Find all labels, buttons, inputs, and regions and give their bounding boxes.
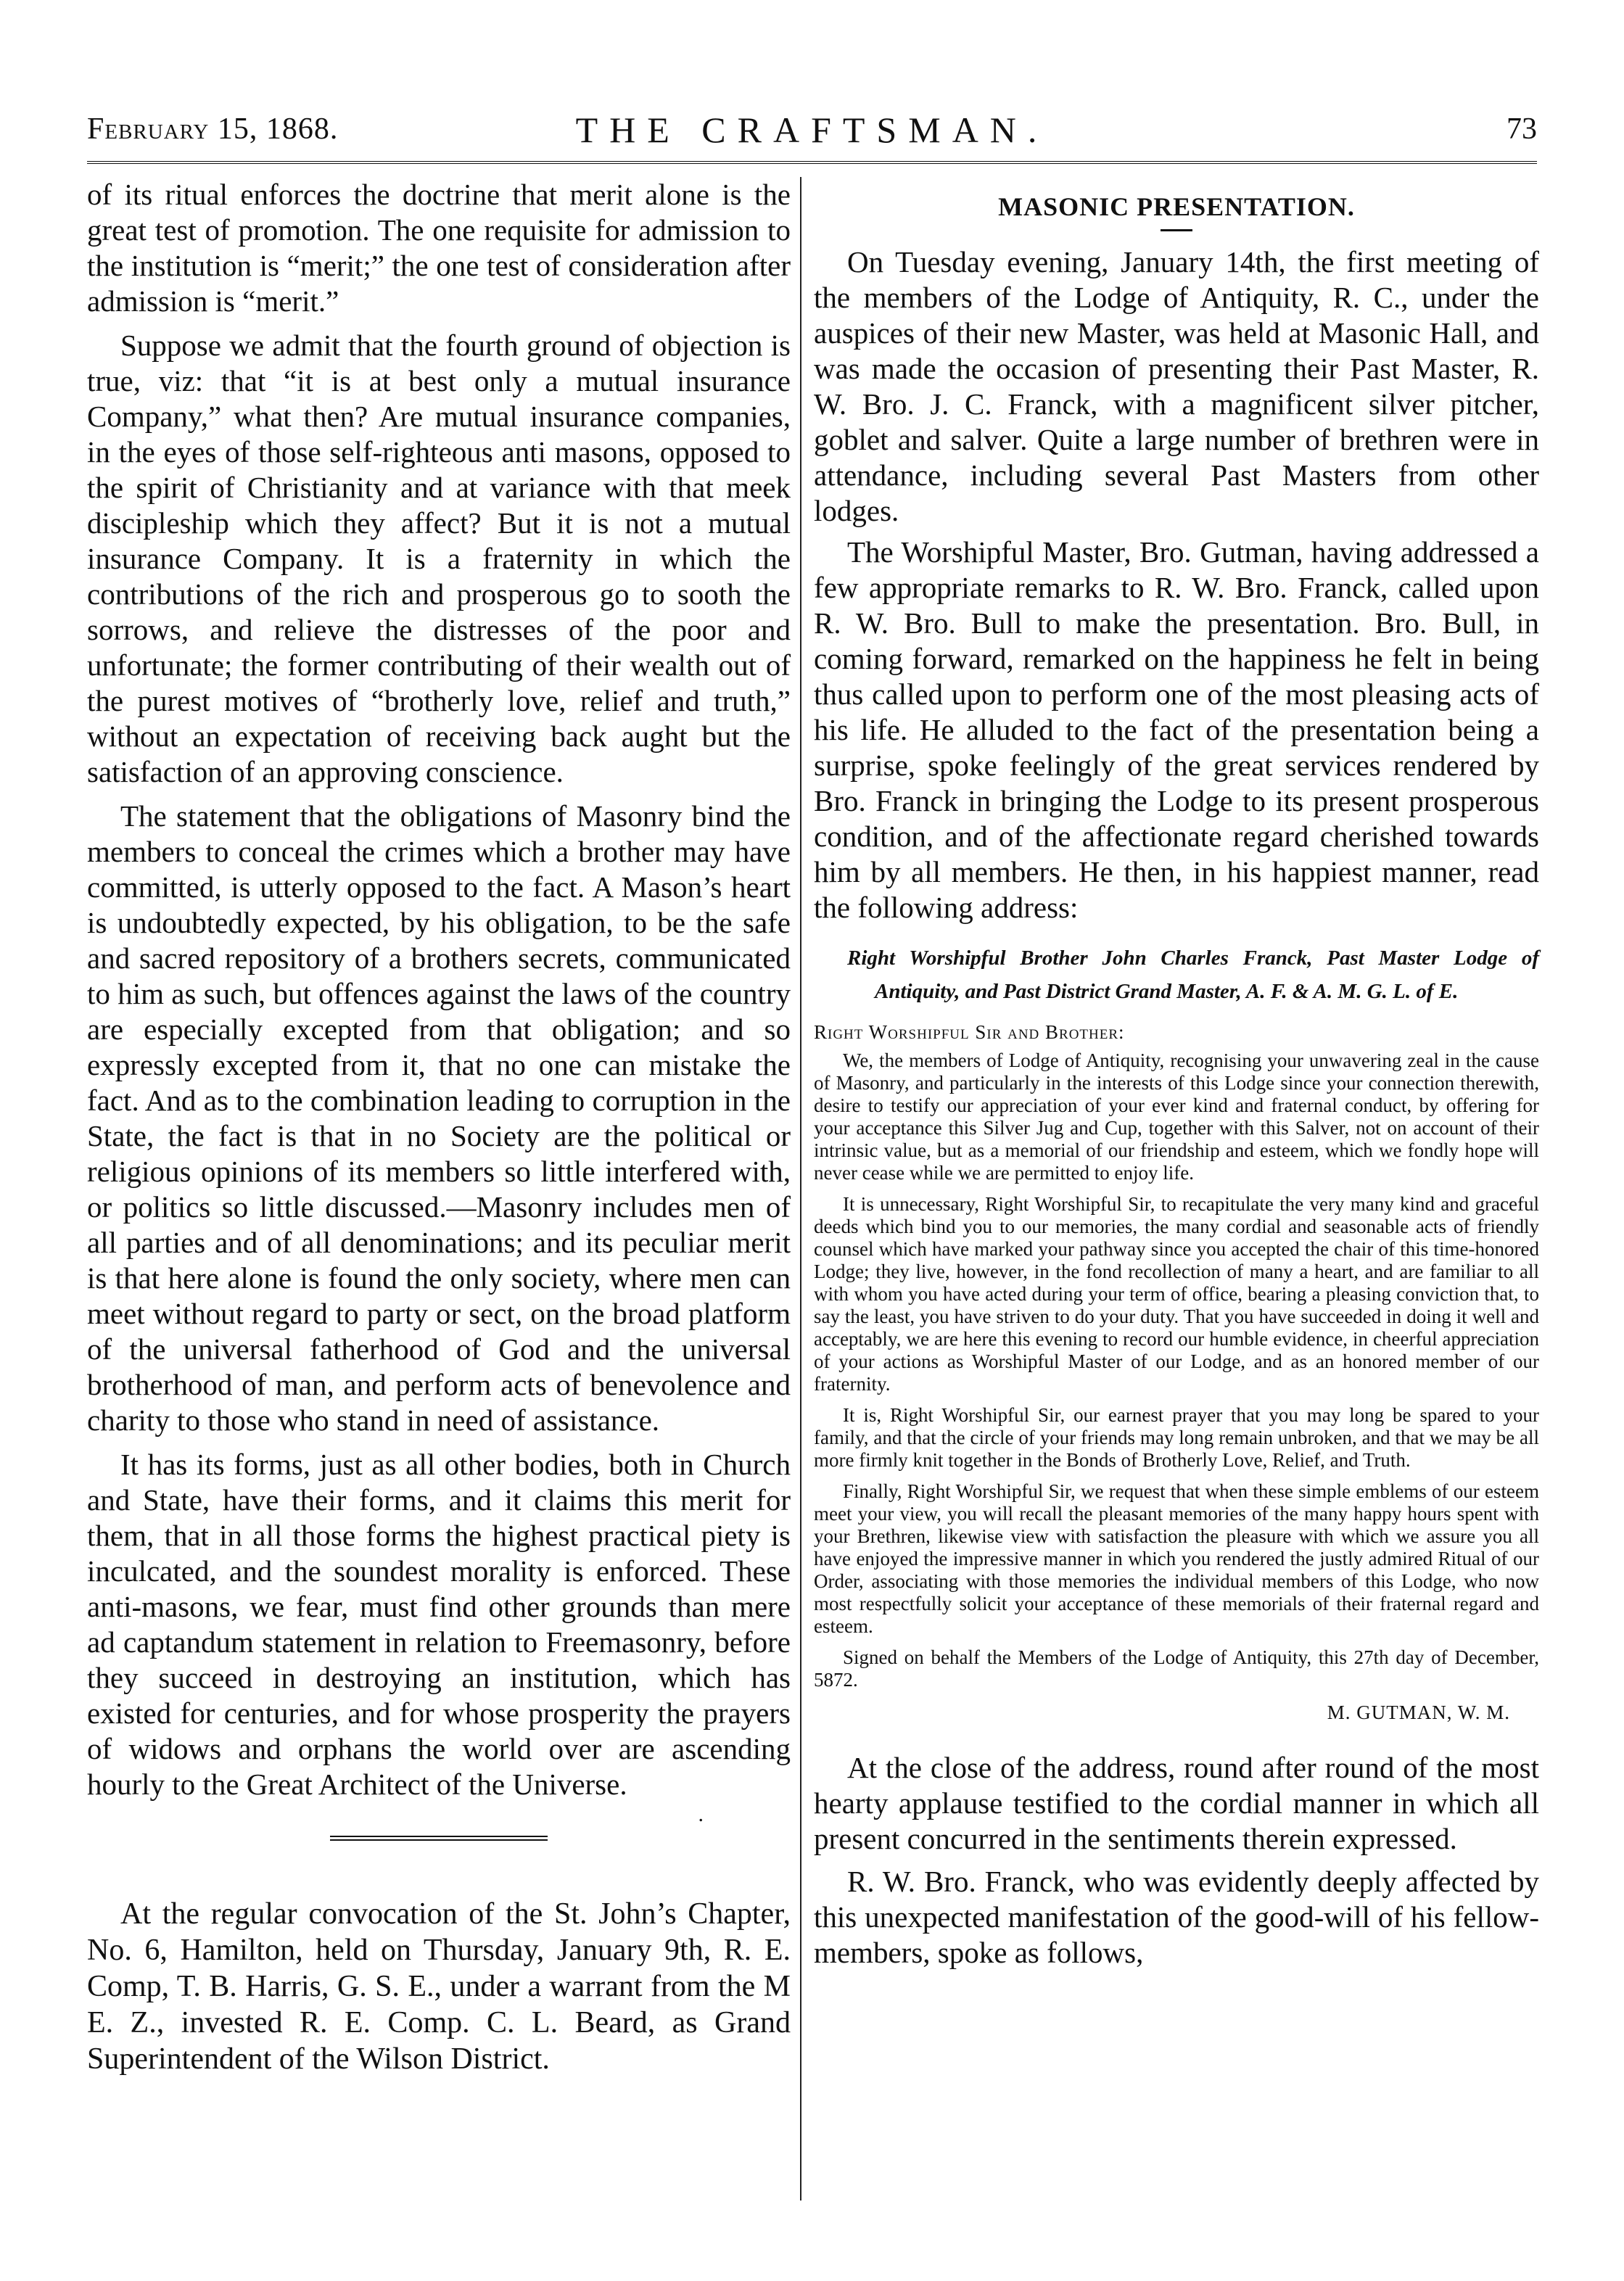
address-paragraph: Finally, Right Worshipful Sir, we request that when these simple emblems of our esteem meet your view, you will recall the pleasant memories of the many happy hours spent with your Brethren, likewise view with satisfaction the pleasure with which we assure you all have enjoyed the impressive manner in which you rendered the justly admired Ritual of our Order, associating with those memories the individual members of this Lodge, who now most respectfully solicit your acceptance of these memorials of their fraternal regard and esteem. bbox=[814, 1480, 1539, 1637]
heading-dash bbox=[1161, 229, 1192, 231]
end-mark: . bbox=[698, 1802, 704, 1826]
header-rule bbox=[87, 161, 1537, 164]
chapter-notice bbox=[87, 1896, 791, 2077]
article-paragraph: of its ritual enforces the doctrine that merit alone is the great test of promotion. The one requisite for admission to the institution is “merit;” the one test of consideration after admission is “merit.” bbox=[87, 178, 791, 318]
column-rule bbox=[800, 177, 801, 2200]
closing-paragraph: At the close of the address, round after round of the most hearty applause testified to the cordial manner in which all present concurred in the sentiments therein expressed. bbox=[814, 1751, 1539, 1855]
page-number: 73 bbox=[1506, 112, 1537, 146]
address-paragraph: We, the members of Lodge of Antiquity, recognising your unwavering zeal in the cause of Masonry, and particularly in the interests of this Lodge since your connection therewith, desire to testify our appreciation of your ever kind and fraternal conduct, by offering for your acceptance this Silver Jug and Cup, together with this Salver, not on account of their intrinsic value, but as a memorial of our friendship and esteem, which we fondly hope will never cease while we are permitted to enjoy life. bbox=[814, 1049, 1539, 1184]
article-heading: MASONIC PRESENTATION. bbox=[998, 192, 1355, 221]
issue-date: February 15, 1868. bbox=[87, 112, 339, 146]
running-head bbox=[87, 109, 1537, 152]
report-paragraph: The Worshipful Master, Bro. Gutman, having addressed a few appropriate remarks to R. W. Bro. Franck, called upon R. W. Bro. Bull to make the presentation. Bro. Bull, in coming forward, remarked on the happiness he felt in being thus called upon to perform one of the most pleasing acts of his life. He alluded to the fact of the presentation being a surprise, spoke feelingly of the great services rendered by Bro. Franck in bringing the Lodge to its present prosperous condition, and of the affectionate regard cherished towards him by all members. He then, in his happiest manner, read the following address: bbox=[814, 535, 1539, 924]
signed-line: Signed on behalf the Members of the Lodge of Antiquity, this 27th day of December, 5872. bbox=[814, 1646, 1539, 1691]
article-paragraph: It has its forms, just as all other bodies, both in Church and State, have their forms, and it claims this merit for them, that in all those forms the highest practical piety is inculcated, and the soundest morality is enforced. These anti-masons, we fear, must find other grounds than mere ad captandum statement in relation to Freemasonry, before they succeed in destroying an institution, which has existed for centuries, and for whose prosperity the prayers of widows and orphans the world over are ascending hourly to the Great Architect of the Universe. bbox=[87, 1448, 791, 1801]
section-separator bbox=[330, 1836, 548, 1844]
chapter-paragraph: At the regular convocation of the St. John’s Chapter, No. 6, Hamilton, held on Thursday, January 9th, R. E. Comp, T. B. Harris, G. S. E., under a warrant from the M E. Z., invested R. E. Comp. C. L. Beard, as Grand Superintendent of the Wilson District. bbox=[87, 1897, 791, 2076]
right-column bbox=[814, 177, 1539, 1978]
address-paragraph: It is, Right Worshipful Sir, our earnest prayer that you may long be spared to your family, and that the circle of your friends may long remain unbroken, and that we may be all more firmly knit together in the Bonds of Brotherly Love, Relief, and Truth. bbox=[814, 1404, 1539, 1471]
closing-paragraph: R. W. Bro. Franck, who was evidently deeply affected by this unexpected manifestation of the good-will of his fellow-members, spoke as follows, bbox=[814, 1865, 1539, 1969]
report-paragraph: On Tuesday evening, January 14th, the first meeting of the members of the Lodge of Antiquity, R. C., under the auspices of their new Master, was held at Masonic Hall, and was made the occasion of presenting their Past Master, R. W. Bro. J. C. Franck, with a magnificent silver pitcher, goblet and salver. Quite a large number of brethren were in attendance, including several Past Masters from other lodges. bbox=[814, 245, 1539, 527]
address-paragraph: It is unnecessary, Right Worshipful Sir, to recapitulate the very many kind and graceful deeds which bind you to our memories, the many cordial and seasonable acts of friendly counsel which have marked your pathway since you accepted the chair of this time-honored Lodge; they live, however, in the fond recollection of many a heart, and are familiar to all with whom you have acted during your term of office, bearing a pleasing conviction that, to say the least, you have striven to do your duty. That you have succeeded in doing it well and acceptably, we are here this evening to record our humble evidence, in cheerful appreciation of your actions as Worshipful Master of our Lodge, and as an honored member of our fraternity. bbox=[814, 1193, 1539, 1395]
article-paragraph: The statement that the obligations of Masonry bind the members to conceal the crimes which a brother may have committed, is utterly opposed to the fact. A Mason’s heart is undoubtedly expected, by his obligation, to be the safe and sacred repository of a brothers secrets, communicated to him as such, but offences against the laws of the country are especially excepted from that obligation; and so expressly excepted from it, that no one can mistake the fact. And as to the combination leading to corruption in the State, the fact is that in no Society are the political or religious opinions of its members so little interfered with, or politics so little discussed.—Masonry includes men of all parties and of all denominations; and its peculiar merit is that here alone is found the only society, where men can meet without regard to party or sect, on the broad platform of the universal fatherhood of God and the universal brotherhood of man, and perform acts of benevolence and charity to those who stand in need of assistance. bbox=[87, 799, 791, 1437]
address-text bbox=[814, 1049, 1539, 1638]
presentation-report bbox=[814, 244, 1539, 925]
address-title: Right Worshipful Brother John Charles Franck, Past Master Lodge of Antiquity, and Past District Grand Master, A. F. & A. M. G. L. of E. bbox=[847, 946, 1539, 1003]
article-paragraph: Suppose we admit that the fourth ground of objection is true, viz: that “it is at best only a mutual insurance Company,” what then? Are mutual insurance companies, in the eyes of those self-righteous anti masons, opposed to the spirit of Christianity and at variance with that meek discipleship which they affect? But it is not a mutual insurance Company. It is a fraternity in which the contributions of the rich and prosperous go to sooth the sorrows, and relieve the distresses of the poor and unfortunate; the former contributing of their wealth out of the purest motives of “brotherly love, relief and truth,” without an expectation of receiving back aught but the satisfaction of an approving conscience. bbox=[87, 329, 791, 788]
address-salutation: Right Worshipful Sir and Brother: bbox=[814, 1021, 1125, 1043]
masthead-title: THE CRAFTSMAN. bbox=[575, 110, 1049, 150]
closing-report bbox=[814, 1750, 1539, 1971]
signer-name: M. GUTMAN, W. M. bbox=[1327, 1702, 1510, 1723]
left-column bbox=[87, 177, 791, 2077]
editorial-article bbox=[87, 177, 791, 1802]
